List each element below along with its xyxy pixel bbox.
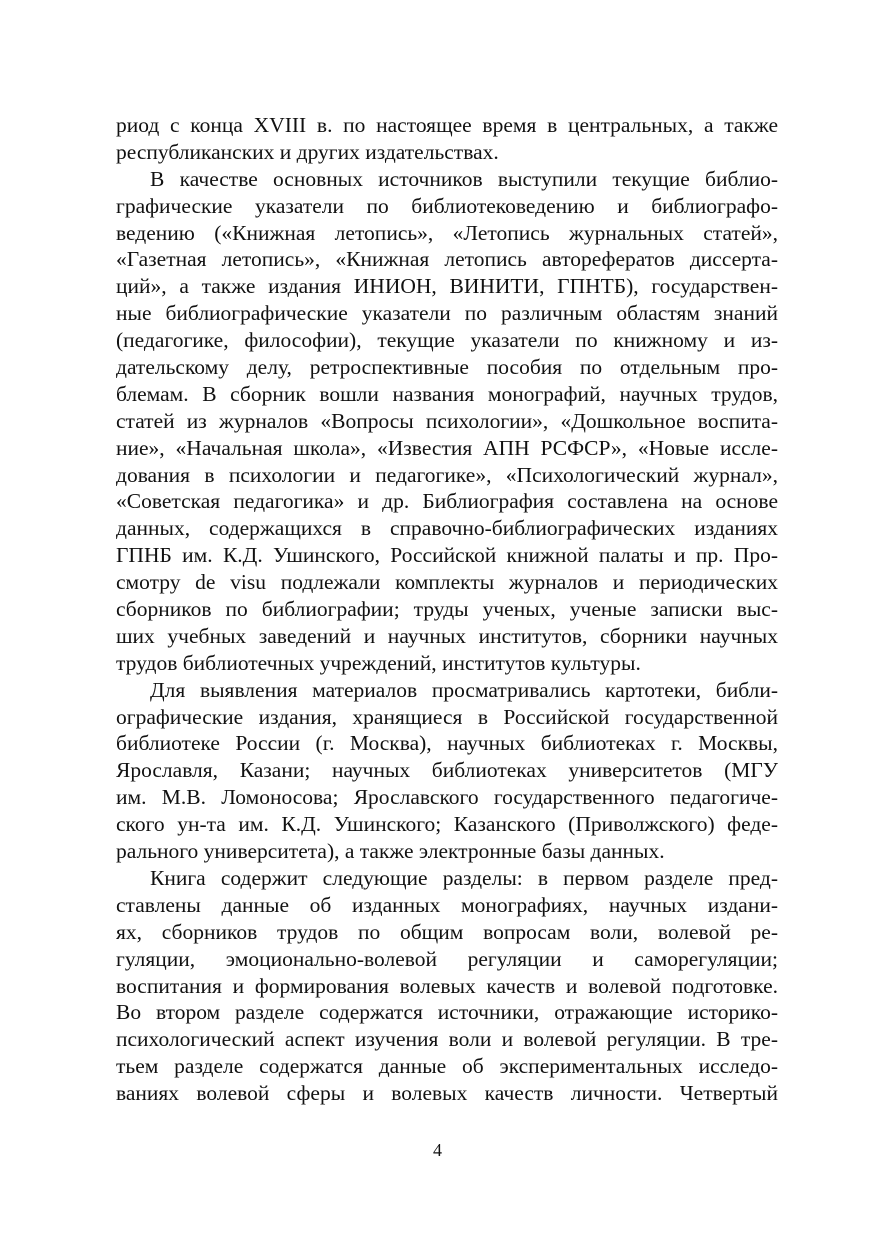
text-line: ваниях волевой сферы и волевых качеств личности. Четвертый bbox=[116, 1081, 778, 1106]
text-line: ГПНБ им. К.Д. Ушинского, Российской книжной палаты и пр. Про- bbox=[116, 543, 778, 568]
text-line: Книга содержит следующие разделы: в первом разделе пред- bbox=[150, 865, 778, 890]
text-line: Во втором разделе содержатся источники, отражающие историко- bbox=[116, 1000, 778, 1025]
body-text bbox=[116, 112, 778, 1107]
text-line: библиотеке России (г. Москва), научных библиотеках г. Москвы, bbox=[116, 731, 778, 756]
text-line: ные библиографические указатели по различным областям знаний bbox=[116, 301, 778, 326]
text-line: гуляции, эмоционально-волевой регуляции и саморегуляции; bbox=[116, 946, 778, 971]
text-line: риод с конца XVIII в. по настоящее время в центральных, а также bbox=[116, 113, 778, 137]
text-line: рального университета), а также электронные базы данных. bbox=[116, 839, 665, 864]
text-line: ций», а также издания ИНИОН, ВИНИТИ, ГПНТБ), государствен- bbox=[116, 274, 778, 299]
text-line: дования в психологии и педагогике», «Психологический журнал», bbox=[116, 462, 778, 487]
text-line: ние», «Начальная школа», «Известия АПН РСФСР», «Новые иссле- bbox=[116, 435, 778, 460]
text-line: Ярославля, Казани; научных библиотеках университетов (МГУ bbox=[116, 758, 778, 783]
text-line: воспитания и формирования волевых качеств и волевой подготовке. bbox=[116, 973, 778, 998]
text-line: им. М.В. Ломоносова; Ярославского государственного педагогиче- bbox=[116, 785, 778, 810]
text-line: ставлены данные об изданных монографиях, научных издани- bbox=[116, 892, 778, 917]
text-line: ших учебных заведений и научных институтов, сборники научных bbox=[116, 623, 778, 648]
text-line: ях, сборников трудов по общим вопросам воли, волевой ре- bbox=[116, 919, 778, 944]
text-line: трудов библиотечных учреждений, институтов культуры. bbox=[116, 650, 641, 675]
text-line: (педагогике, философии), текущие указатели по книжному и из- bbox=[116, 328, 778, 353]
text-line: смотру de visu подлежали комплекты журналов и периодических bbox=[116, 570, 778, 595]
text-line: «Советская педагогика» и др. Библиография составлена на основе bbox=[116, 489, 778, 514]
text-line: «Газетная летопись», «Книжная летопись авторефератов диссерта- bbox=[116, 247, 778, 272]
text-line: психологический аспект изучения воли и волевой регуляции. В тре- bbox=[116, 1027, 778, 1052]
text-line: В качестве основных источников выступили текущие библио- bbox=[150, 166, 778, 191]
text-line: блемам. В сборник вошли названия монографий, научных трудов, bbox=[116, 381, 778, 406]
text-line: ографические издания, хранящиеся в Российской государственной bbox=[116, 704, 778, 729]
text-line: республиканских и других издательствах. bbox=[116, 139, 499, 164]
text-line: ведению («Книжная летопись», «Летопись журнальных статей», bbox=[116, 220, 778, 245]
text-line: тьем разделе содержатся данные об экспериментальных исследо- bbox=[116, 1054, 778, 1079]
text-line: графические указатели по библиотековедению и библиографо- bbox=[116, 193, 778, 218]
page-number: 4 bbox=[433, 1140, 442, 1160]
text-line: Для выявления материалов просматривались картотеки, библи- bbox=[150, 677, 778, 702]
text-line: сборников по библиографии; труды ученых, ученые записки выс- bbox=[116, 597, 778, 622]
text-line: данных, содержащихся в справочно-библиографических изданиях bbox=[116, 516, 778, 541]
text-line: статей из журналов «Вопросы психологии», «Дошкольное воспита- bbox=[116, 408, 778, 433]
text-line: дательскому делу, ретроспективные пособия по отдельным про- bbox=[116, 355, 778, 380]
text-line: ского ун-та им. К.Д. Ушинского; Казанского (Приволжского) феде- bbox=[116, 812, 778, 837]
